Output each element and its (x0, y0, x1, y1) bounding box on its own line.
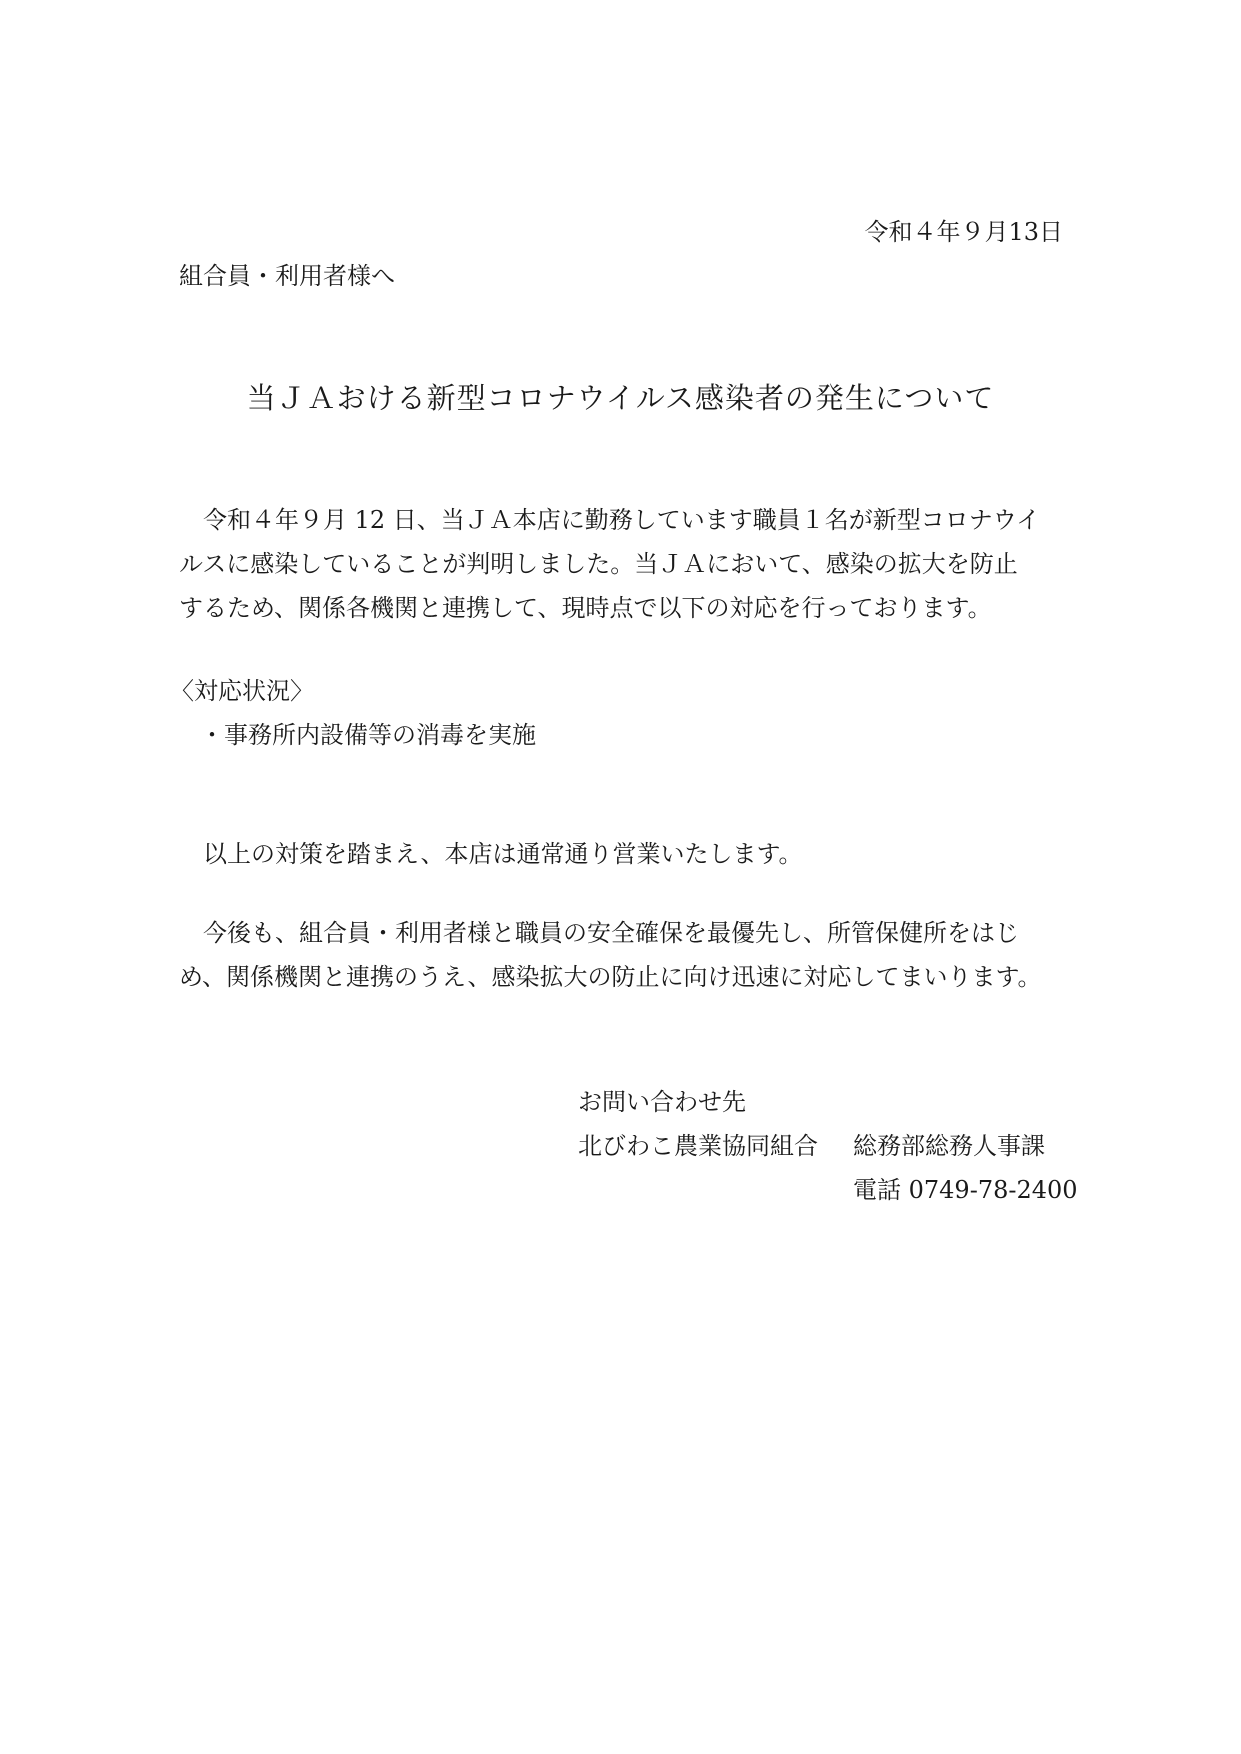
paragraph-line: 令和４年９月 12 日、当ＪＡ本店に勤務しています職員１名が新型コロナウイ (179, 506, 1041, 534)
paragraph-line: ルスに感染していることが判明しました。当ＪＡにおいて、感染の拡大を防止 (179, 550, 1018, 578)
paragraph-line: 今後も、組合員・利用者様と職員の安全確保を最優先し、所管保健所をはじ (179, 919, 1019, 947)
paragraph-line: するため、関係各機関と連携して、現時点で以下の対応を行っております。 (179, 594, 992, 622)
contact-department: 総務部総務人事課 (853, 1132, 1045, 1160)
status-heading: 〈対応状況〉 (170, 677, 314, 705)
paragraph-line: め、関係機関と連携のうえ、感染拡大の防止に向け迅速に対応してまいります。 (179, 963, 1042, 991)
addressee: 組合員・利用者様へ (179, 262, 395, 290)
paragraph-operations: 以上の対策を踏まえ、本店は通常通り営業いたします。 (179, 840, 803, 868)
paragraph-incident (179, 498, 1065, 630)
document-title: 当ＪＡおける新型コロナウイルス感染者の発生について (246, 381, 995, 415)
contact-organization: 北びわこ農業協同組合 (578, 1132, 818, 1160)
document-date: 令和４年９月13日 (864, 218, 1063, 246)
status-list-item: ・事務所内設備等の消毒を実施 (200, 721, 536, 749)
contact-heading: お問い合わせ先 (578, 1088, 746, 1116)
paragraph-future (179, 911, 1065, 999)
contact-telephone: 電話 0749-78-2400 (853, 1176, 1078, 1204)
